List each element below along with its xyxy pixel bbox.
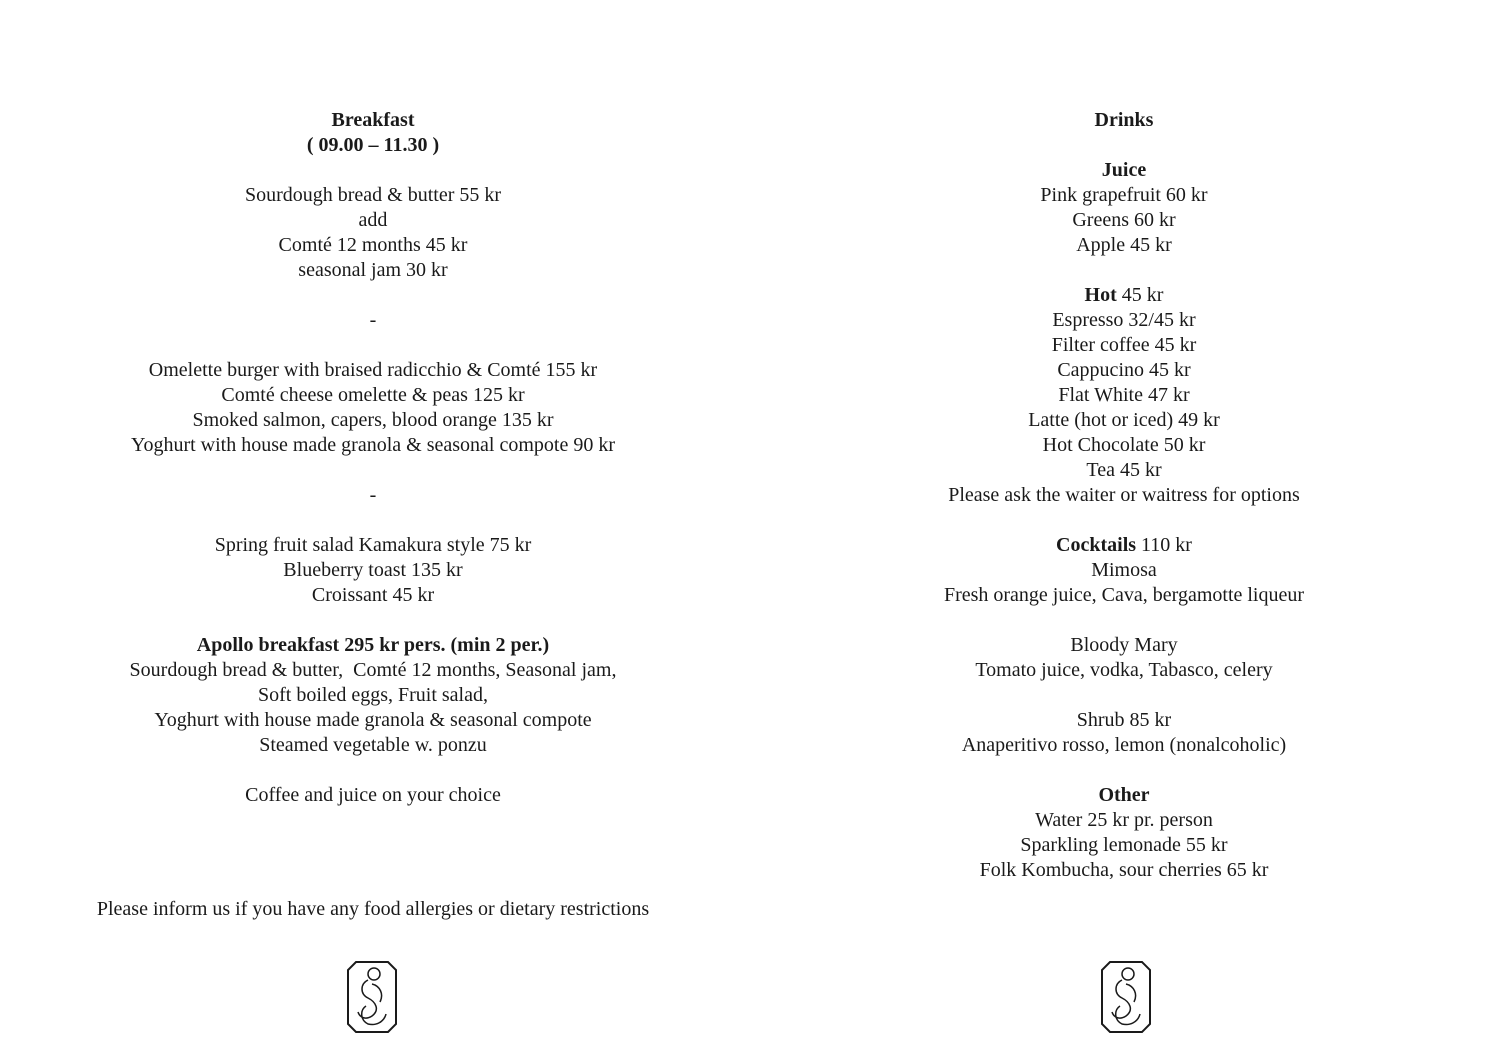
hot-item: Flat White 47 kr xyxy=(1058,384,1190,406)
other-item: Water 25 kr pr. person xyxy=(1035,809,1213,831)
separator: - xyxy=(369,309,377,331)
hot-heading xyxy=(824,283,1424,308)
hot-note: Please ask the waiter or waitress for options xyxy=(948,484,1300,506)
apollo-logo-icon xyxy=(1100,960,1152,1034)
hot-price: 45 kr xyxy=(1116,284,1164,306)
mimosa-desc: Fresh orange juice, Cava, bergamotte liqueur xyxy=(943,584,1305,606)
allergy-note: Please inform us if you have any food allergies or dietary restrictions xyxy=(96,898,650,920)
add-label: add xyxy=(358,209,388,231)
apollo-line: Steamed vegetable w. ponzu xyxy=(259,734,487,756)
juice-heading: Juice xyxy=(1101,159,1147,181)
menu-item: Omelette burger with braised radicchio & Comté 155 kr xyxy=(148,359,598,381)
mimosa-name: Mimosa xyxy=(1091,559,1157,581)
apollo-name: Apollo breakfast 295 kr pers. xyxy=(196,634,446,656)
other-item: Sparkling lemonade 55 kr xyxy=(1020,834,1228,856)
jam-addon: seasonal jam 30 kr xyxy=(298,259,448,281)
hot-item: Tea 45 kr xyxy=(1086,459,1162,481)
drinks-title: Drinks xyxy=(1094,109,1154,131)
menu-item: Yoghurt with house made granola & seasonal compote 90 kr xyxy=(131,434,615,456)
drinks-menu xyxy=(824,108,1424,883)
juice-item: Greens 60 kr xyxy=(1072,209,1176,231)
apollo-line: Soft boiled eggs, Fruit salad, xyxy=(258,684,488,706)
other-heading: Other xyxy=(1098,784,1150,806)
menu-item: Croissant 45 kr xyxy=(311,584,435,606)
juice-item: Apple 45 kr xyxy=(1076,234,1172,256)
comte-addon: Comté 12 months 45 kr xyxy=(278,234,468,256)
breakfast-title: Breakfast xyxy=(331,109,415,131)
apollo-logo-icon xyxy=(346,960,398,1034)
apollo-line: Yoghurt with house made granola & seasonal compote xyxy=(154,709,592,731)
menu-item: Comté cheese omelette & peas 125 kr xyxy=(221,384,525,406)
menu-item: Blueberry toast 135 kr xyxy=(283,559,463,581)
separator: - xyxy=(369,484,377,506)
cocktails-label: Cocktails xyxy=(1056,534,1137,556)
apollo-min: (min 2 per.) xyxy=(445,634,550,656)
hot-item: Filter coffee 45 kr xyxy=(1051,334,1197,356)
bloody-mary-desc: Tomato juice, vodka, Tabasco, celery xyxy=(975,659,1273,681)
juice-item: Pink grapefruit 60 kr xyxy=(1040,184,1208,206)
coffee-note: Coffee and juice on your choice xyxy=(245,784,501,806)
hot-item: Latte (hot or iced) 49 kr xyxy=(1028,409,1220,431)
apollo-line: Sourdough bread & butter, Comté 12 months, Seasonal jam, xyxy=(129,659,617,681)
other-item: Folk Kombucha, sour cherries 65 kr xyxy=(979,859,1269,881)
cocktails-price: 110 kr xyxy=(1136,534,1192,556)
apollo-heading xyxy=(48,633,698,658)
shrub-name: Shrub 85 kr xyxy=(1076,709,1172,731)
hot-label: Hot xyxy=(1084,284,1117,306)
hot-item: Espresso 32/45 kr xyxy=(1052,309,1196,331)
bloody-mary-name: Bloody Mary xyxy=(1070,634,1178,656)
bread-item: Sourdough bread & butter 55 kr xyxy=(244,184,502,206)
shrub-desc: Anaperitivo rosso, lemon (nonalcoholic) xyxy=(961,734,1287,756)
menu-item: Spring fruit salad Kamakura style 75 kr xyxy=(214,534,532,556)
menu-item: Smoked salmon, capers, blood orange 135 kr xyxy=(192,409,554,431)
hot-item: Cappucino 45 kr xyxy=(1057,359,1191,381)
hot-item: Hot Chocolate 50 kr xyxy=(1042,434,1206,456)
cocktails-heading xyxy=(824,533,1424,558)
breakfast-menu xyxy=(48,108,698,808)
breakfast-hours: ( 09.00 – 11.30 ) xyxy=(306,134,440,156)
